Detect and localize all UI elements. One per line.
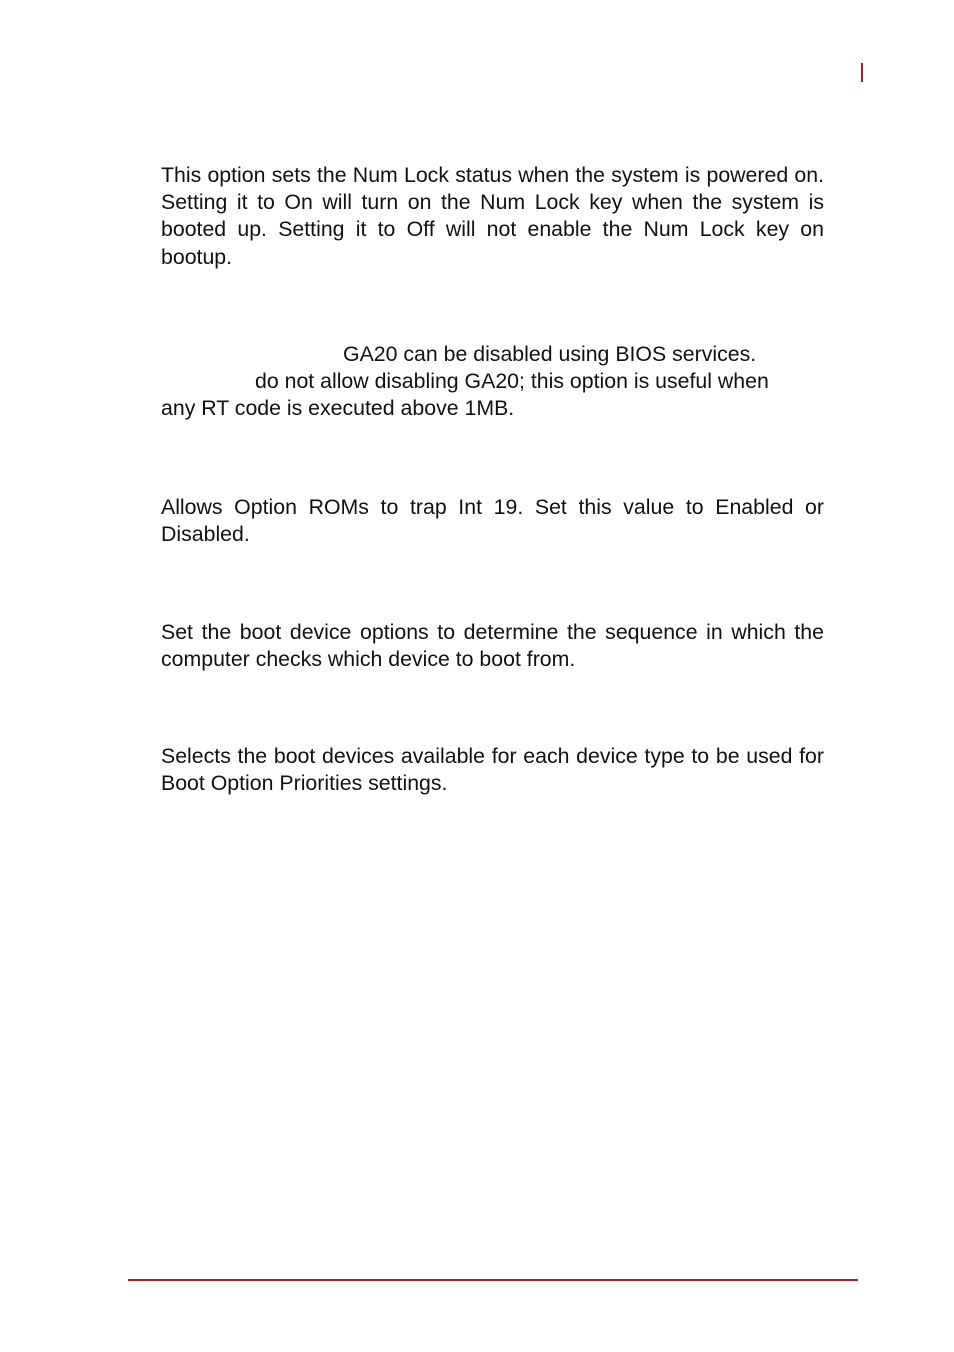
boot-priorities-description: Set the boot device options to determine the sequence in which the computer checks which device to boot from. — [161, 620, 824, 672]
footer-rule — [128, 1279, 858, 1281]
bbs-priorities-description: Selects the boot devices available for each device type to be used for Boot Option Priorities settings. — [161, 744, 824, 796]
ga20-line2: do not allow disabling GA20; this option is useful when — [255, 369, 769, 394]
ga20-description — [161, 341, 824, 423]
ga20-line1: GA20 can be disabled using BIOS services. — [343, 342, 757, 366]
ga20-line3: any RT code is executed above 1MB. — [161, 396, 515, 421]
num-lock-description: This option sets the Num Lock status when the system is powered on. Setting it to On will turn on the Num Lock key when the system is booted up. Setting it to Off will not enable the Num Lock key on bootup. — [161, 163, 824, 269]
header-marker-bar — [861, 63, 863, 82]
option-rom-description: Allows Option ROMs to trap Int 19. Set this value to Enabled or Disabled. — [161, 495, 824, 547]
